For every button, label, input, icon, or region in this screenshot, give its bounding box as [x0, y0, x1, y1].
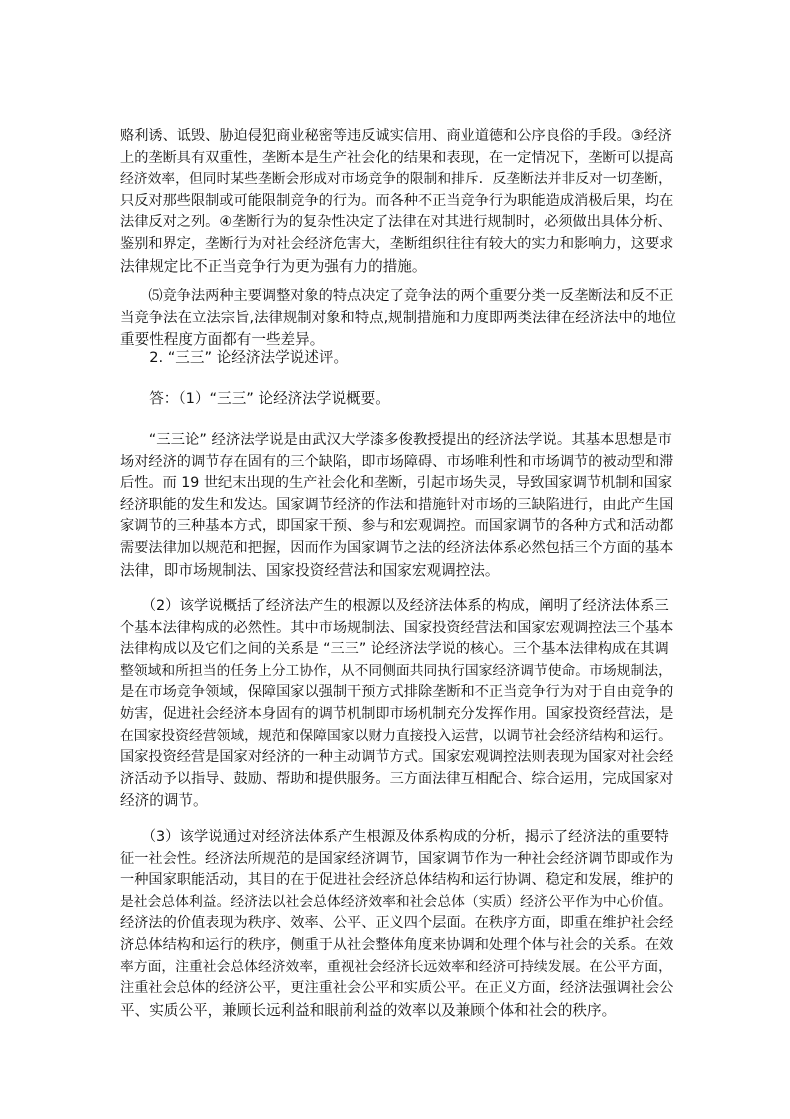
text-line: 只反对那些限制或可能限制竞争的行为。而各种不正当竞争行为职能造成消极后果，均在: [120, 192, 674, 209]
text-line: 注重社会总体的经济公平，更注重社会公平和实质公平。在正义方面，经济法强调社会公: [120, 980, 674, 997]
text-line: 后性。而 19 世纪末出现的生产社会化和垄断，引起市场失灵，导致国家调节机制和国家: [120, 475, 673, 492]
text-line: （2）该学说概括了经济法产生的根源以及经济法体系的构成，阐明了经济法体系三: [120, 598, 669, 614]
text-line: 法律构成以及它们之间的关系是 “三三” 论经济法学说的核心。三个基本法律构成在其调: [120, 641, 669, 658]
text-line: 经济效率，但同时某些垄断会形成对市场竞争的限制和排斥．反垄断法并非反对一切垄断，: [120, 171, 672, 188]
text-line: 整领域和所担当的任务上分工协作，从不同侧面共同执行国家经济调节使命。市场规制法，: [120, 662, 672, 679]
text-line: 当竞争法在立法宗旨,法律规制对象和特点,规制措施和力度即两类法律在经济法中的地位: [120, 309, 676, 326]
text-line: 场对经济的调节存在固有的三个缺陷，即市场障碍、市场唯利性和市场调节的被动型和滞: [120, 453, 674, 470]
text-line: 鉴别和界定，垄断行为对社会经济危害大，垄断组织往往有较大的实力和影响力，这要求: [120, 235, 674, 252]
text-line: 一种国家职能活动，其目的在于促进社会经济总体结构和运行协调、稳定和发展，维护的: [120, 872, 674, 889]
text-line: 法律，即市场规制法、国家投资经营法和国家宏观调控法。: [120, 561, 500, 579]
answer-heading: [120, 388, 676, 410]
text-line: 上的垄断具有双重性，垄断本是生产社会化的结果和表现，在一定情况下，垄断可以提高: [120, 149, 674, 166]
answer-text: 答：（1）“三三” 论经济法学说概要。: [120, 390, 390, 407]
paragraph-point-3: [120, 827, 676, 1021]
text-line: 妨害，促进社会经济本身固有的调节机制即市场机制充分发挥作用。国家投资经营法，是: [120, 705, 674, 722]
text-line: 需要法律加以规范和把握，因而作为国家调节之法的经济法体系必然包括三个方面的基本: [120, 539, 674, 556]
text-line: 赂利诱、诋毁、胁迫侵犯商业秘密等违反诚实信用、商业道德和公序良俗的手段。③经济: [120, 128, 672, 144]
text-line: 是在市场竞争领域，保障国家以强制干预方式排除垄断和不正当竞争行为对于自由竞争的: [120, 684, 674, 701]
text-line: 经济职能的发生和发达。国家调节经济的作法和措施针对市场的三缺陷进行，由此产生国: [120, 496, 674, 513]
text-line: 济总体结构和运行的秩序，侧重于从社会整体角度来协调和处理个体与社会的关系。在效: [120, 936, 674, 953]
text-line: （3）该学说通过对经济法体系产生根源及体系构成的分析，揭示了经济法的重要特: [120, 829, 669, 845]
paragraph-unfair-competition-vs-monopoly: [120, 126, 676, 277]
text-line: ⑸竞争法两种主要调整对象的特点决定了竞争法的两个重要分类一反垄断法和反不正: [120, 288, 674, 304]
question-text: 2. “三三” 论经济法学说述评。: [120, 349, 349, 366]
text-line: 国家投资经营是国家对经济的一种主动调节方式。国家宏观调控法则表现为国家对社会经: [120, 749, 674, 766]
paragraph-point-2: [120, 596, 676, 812]
question-heading: [120, 347, 676, 369]
paragraph-point-5: [120, 286, 676, 351]
text-line: 法律反对之列。④垄断行为的复杂性决定了法律在对其进行规制时，必须做出具体分析、: [120, 214, 672, 231]
text-line: 是社会总体利益。经济法以社会总体经济效率和社会总体（实质）经济公平作为中心价值。: [120, 893, 672, 910]
text-line: 法律规定比不正当竞争行为更为强有力的措施。: [120, 257, 427, 275]
text-line: 重要性程度方面都有一些差异。: [120, 331, 325, 349]
text-line: 率方面，注重社会总体经济效率，重视社会经济长远效率和经济可持续发展。在公平方面，: [120, 958, 672, 975]
text-line: 经济的调节。: [120, 792, 208, 810]
text-line: 经济法的价值表现为秩序、效率、公平、正义四个层面。在秩序方面，即重在维护社会经: [120, 915, 674, 932]
text-line: 个基本法律构成的必然性。其中市场规制法、国家投资经营法和国家宏观调控法三个基本: [120, 619, 674, 636]
text-line: 家调节的三种基本方式，即国家干预、参与和宏观调控。而国家调节的各种方式和活动都: [120, 518, 674, 535]
text-line: 在国家投资经营领域，规范和保障国家以财力直接投入运营，以调节社会经济结构和运行。: [120, 727, 672, 744]
text-line: 平、实质公平，兼顾长远利益和眼前利益的效率以及兼顾个体和社会的秩序。: [120, 1001, 617, 1019]
text-line: 济活动予以指导、鼓励、帮助和提供服务。三方面法律互相配合、综合运用，完成国家对: [120, 770, 674, 787]
text-line: “三三论” 经济法学说是由武汉大学漆多俊教授提出的经济法学说。其基本思想是市: [120, 432, 672, 448]
text-line: 征一社会性。经济法所规范的是国家经济调节，国家调节作为一种社会经济调节即或作为: [120, 850, 674, 867]
paragraph-theory-overview: [120, 430, 676, 581]
